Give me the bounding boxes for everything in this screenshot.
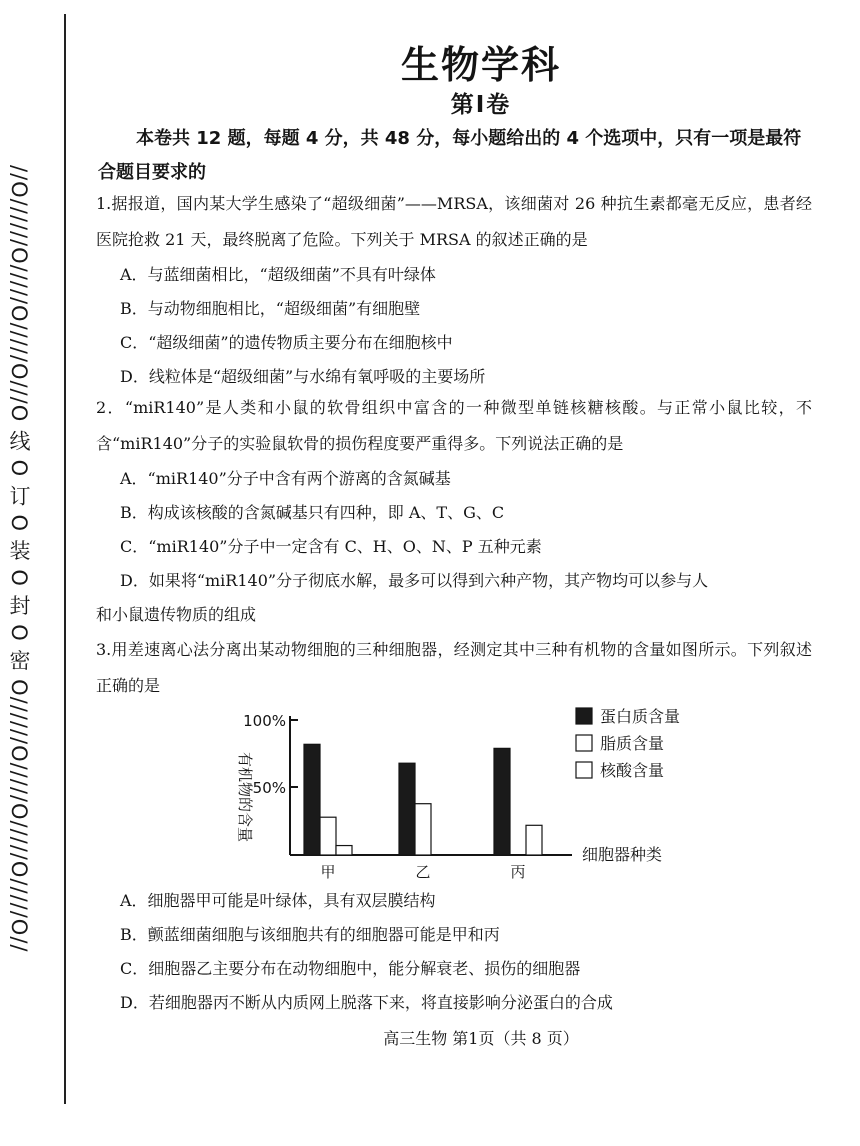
question-2-stem: 2．“miR140”是人类和小鼠的软骨组织中富含的一种微型单链核糖核酸。与正常小鼠比较，不含“miR140”分子的实验鼠软骨的损伤程度要严重得多。下列说法正确的是 (96, 398, 812, 453)
legend-swatch-0 (576, 708, 592, 724)
question-1-option-d: D．线粒体是“超级细菌”与水绵有氧呼吸的主要场所 (120, 367, 486, 386)
page-footer: 高三生物 第1页（共 8 页） (383, 1029, 579, 1048)
question-1-option-a: A．与蓝细菌相比，“超级细菌”不具有叶绿体 (120, 265, 436, 284)
question-3-option-d: D．若细胞器丙不断从内质网上脱落下来，将直接影响分泌蛋白的合成 (120, 993, 613, 1012)
question-2-option-d: D．如果将“miR140”分子彻底水解，最多可以得到六种产物，其产物均可以参与人 (120, 571, 709, 590)
bar-甲-series-0 (304, 744, 320, 855)
bar-chart (226, 700, 706, 890)
question-3 (96, 632, 812, 704)
y-axis-label: 有机物的含量 (236, 752, 254, 843)
legend-label-2: 核酸含量 (600, 761, 665, 780)
question-3-option-a: A．细胞器甲可能是叶绿体，具有双层膜结构 (120, 891, 436, 910)
question-2-option-d-continued: 和小鼠遗传物质的组成 (96, 605, 257, 624)
question-3-options (96, 884, 812, 1020)
question-3-option-c: C．细胞器乙主要分布在动物细胞中，能分解衰老、损伤的细胞器 (120, 959, 581, 978)
question-2-option-b: B．构成该核酸的含氮碱基只有四种，即 A、T、G、C (120, 503, 505, 522)
page-title: 生物学科 (400, 43, 561, 87)
question-1-stem: 1.据报道，国内某大学生感染了“超级细菌”——MRSA，该细菌对 26 种抗生素都毫无反应，患者经医院抢救 21 天，最终脱离了危险。下列关于 MRSA 的叙述正确的是 (96, 194, 812, 249)
bar-甲-series-1 (320, 817, 336, 855)
x-axis-label: 细胞器种类 (582, 845, 663, 864)
x-tick-label: 丙 (510, 863, 526, 881)
question-1-option-c: C．“超级细菌”的遗传物质主要分布在细胞核中 (120, 333, 453, 352)
y-tick-label-50: 50% (252, 779, 286, 797)
question-3-stem: 3.用差速离心法分离出某动物细胞的三种细胞器，经测定其中三种有机物的含量如图所示。下列叙述正确的是 (96, 640, 812, 695)
bar-丙-series-2 (526, 825, 542, 855)
x-tick-label: 乙 (415, 863, 431, 881)
legend-swatch-2 (576, 762, 592, 778)
chart-legend (576, 707, 680, 780)
x-tick-label: 甲 (320, 863, 336, 881)
bar-乙-series-1 (415, 804, 431, 855)
binding-line (64, 14, 66, 1104)
question-1 (96, 186, 812, 394)
question-2-option-a: A．“miR140”分子中含有两个游离的含氮碱基 (120, 469, 451, 488)
legend-label-1: 脂质含量 (600, 734, 665, 753)
legend-label-0: 蛋白质含量 (600, 707, 681, 726)
bar-甲-series-2 (336, 846, 352, 855)
question-2-option-c: C．“miR140”分子中一定含有 C、H、O、N、P 五种元素 (120, 537, 542, 556)
section-title: 第Ⅰ卷 (450, 92, 512, 118)
bar-丙-series-0 (494, 748, 510, 855)
question-2 (96, 390, 812, 632)
exam-page (96, 0, 816, 1146)
bar-乙-series-0 (399, 763, 415, 855)
legend-swatch-1 (576, 735, 592, 751)
y-tick-label-100: 100% (243, 712, 286, 730)
binding-strip (0, 0, 66, 1146)
question-1-option-b: B．与动物细胞相比，“超级细菌”有细胞壁 (120, 299, 421, 318)
organelle-content-chart (226, 700, 706, 890)
question-3-option-b: B．颤蓝细菌细胞与该细胞共有的细胞器可能是甲和丙 (120, 925, 500, 944)
bars-group (304, 744, 542, 855)
x-category-labels (320, 863, 525, 881)
binding-strip-text: //O//////O/////O/////O///O 线 O 订 O 装 O 封 O 密 O//////O/////O/////O/////O// (7, 165, 31, 953)
section-instructions: 本卷共 12 题，每题 4 分，共 48 分，每小题给出的 4 个选项中，只有一项是最符合题目要求的 (98, 128, 802, 183)
